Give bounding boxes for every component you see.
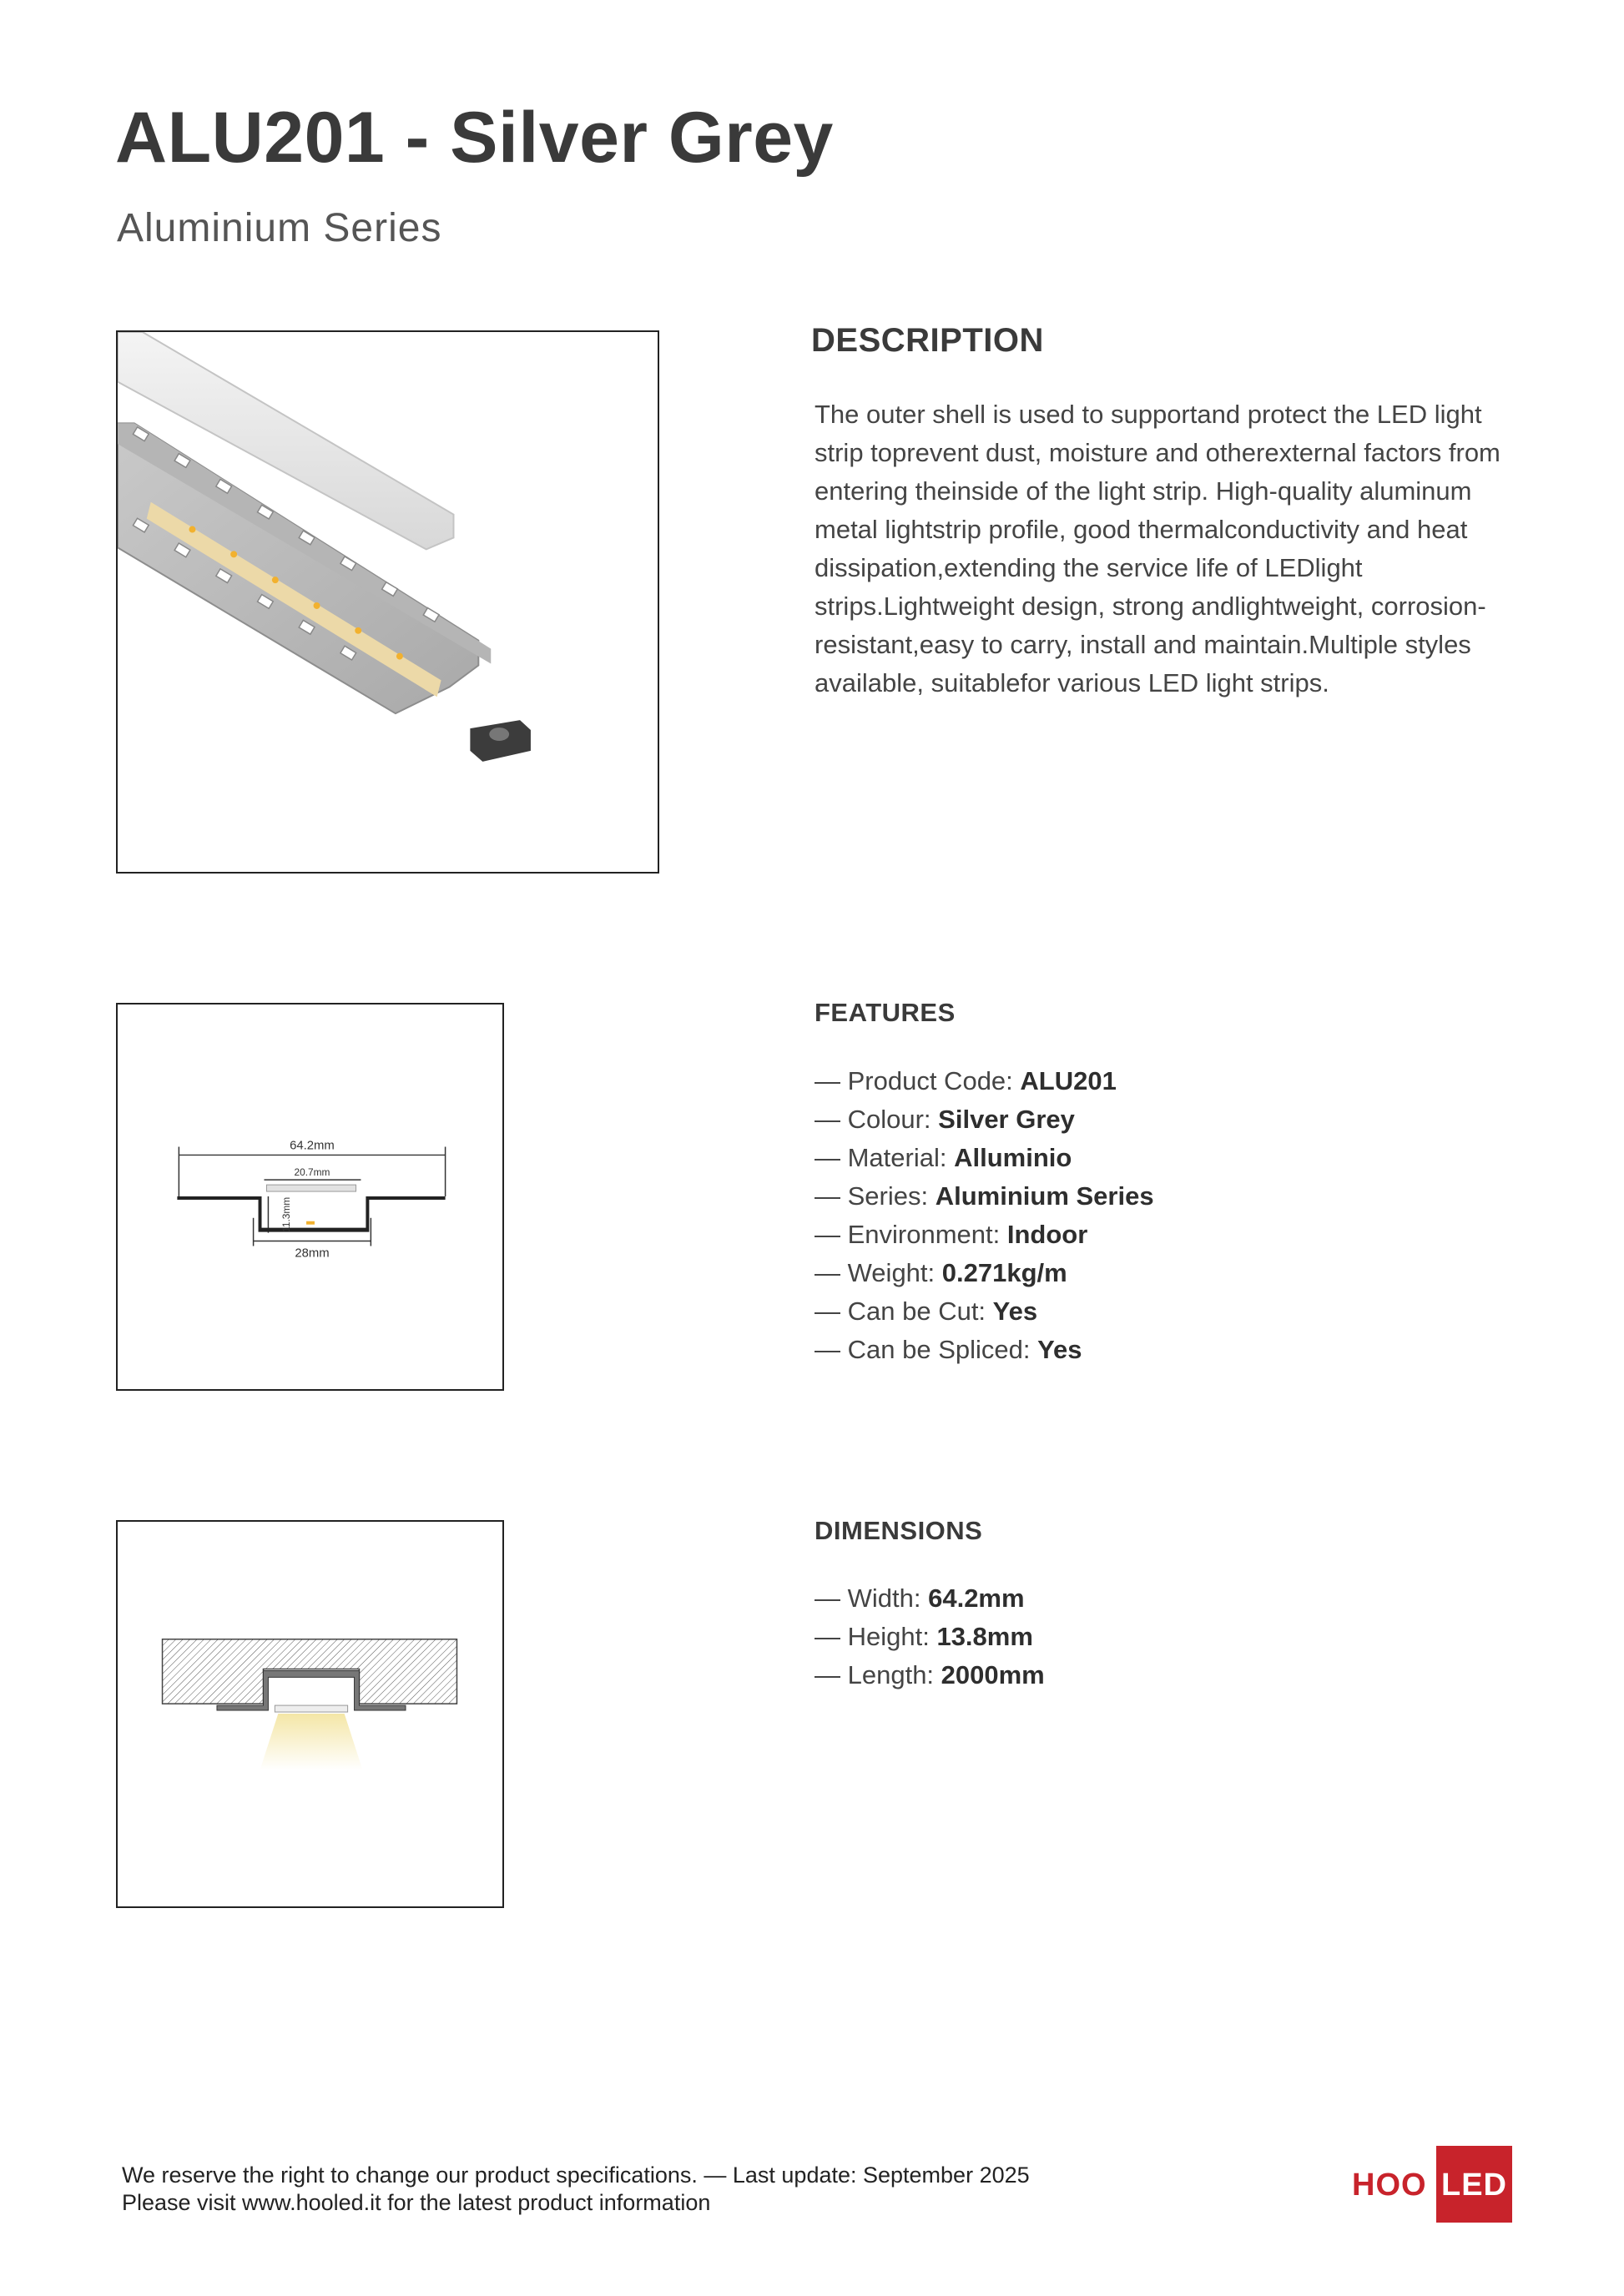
dimensions-heading: DIMENSIONS [815, 1516, 983, 1545]
inner-width-label: 20.7mm [294, 1166, 330, 1179]
section-drawing [116, 1003, 504, 1391]
feature-item: — Environment: Indoor [815, 1220, 1088, 1249]
dimensions-list [815, 1579, 1045, 1694]
base-width-label: 28mm [295, 1246, 330, 1261]
feature-item: — Product Code: ALU201 [815, 1066, 1117, 1095]
dimension-item: — Width: 64.2mm [815, 1584, 1025, 1613]
description-text: The outer shell is used to supportand protect the LED light strip toprevent dust, moisture and otherexternal factors from entering theinside of the light strip. High-quality aluminum metal lightstrip profile, good thermalconductivity and heat dissipation,extending the service life of LEDlight strips.Lightweight design, strong andlightweight, corrosion-resistant,easy to carry, install and maintain.Multiple styles available, suitablefor various LED light strips. [815, 400, 1500, 697]
feature-item: — Material: Alluminio [815, 1143, 1072, 1172]
installation-icon [118, 1522, 502, 1906]
cross-section-icon [118, 1004, 502, 1389]
logo-text-hoo: HOO [1352, 2168, 1427, 2203]
dimension-item: — Height: 13.8mm [815, 1622, 1033, 1651]
led-profile-product-icon [118, 332, 658, 872]
footer-line-1: We reserve the right to change our product specifications. — Last update: September 2025 [122, 2163, 1030, 2188]
hooled-logo [1352, 2146, 1512, 2223]
page-title: ALU201 - Silver Grey [115, 98, 834, 178]
product-image [116, 330, 659, 874]
description-heading: DESCRIPTION [811, 322, 1044, 359]
feature-item: — Can be Cut: Yes [815, 1297, 1038, 1326]
features-list [815, 1062, 1154, 1369]
footer-line-2: Please visit www.hooled.it for the latest product information [122, 2190, 711, 2215]
feature-item: — Can be Spliced: Yes [815, 1335, 1082, 1364]
feature-item: — Weight: 0.271kg/m [815, 1258, 1067, 1287]
overall-width-label: 64.2mm [290, 1139, 335, 1153]
depth-label: 11.3mm [280, 1196, 293, 1232]
features-heading: FEATURES [815, 998, 956, 1027]
dimension-item: — Length: 2000mm [815, 1660, 1045, 1689]
installation-diagram [116, 1520, 504, 1908]
feature-item: — Colour: Silver Grey [815, 1105, 1075, 1134]
logo-text-led: LED [1441, 2168, 1507, 2203]
page-subtitle: Aluminium Series [117, 206, 442, 250]
feature-item: — Series: Aluminium Series [815, 1181, 1154, 1211]
footer [122, 2162, 1030, 2217]
